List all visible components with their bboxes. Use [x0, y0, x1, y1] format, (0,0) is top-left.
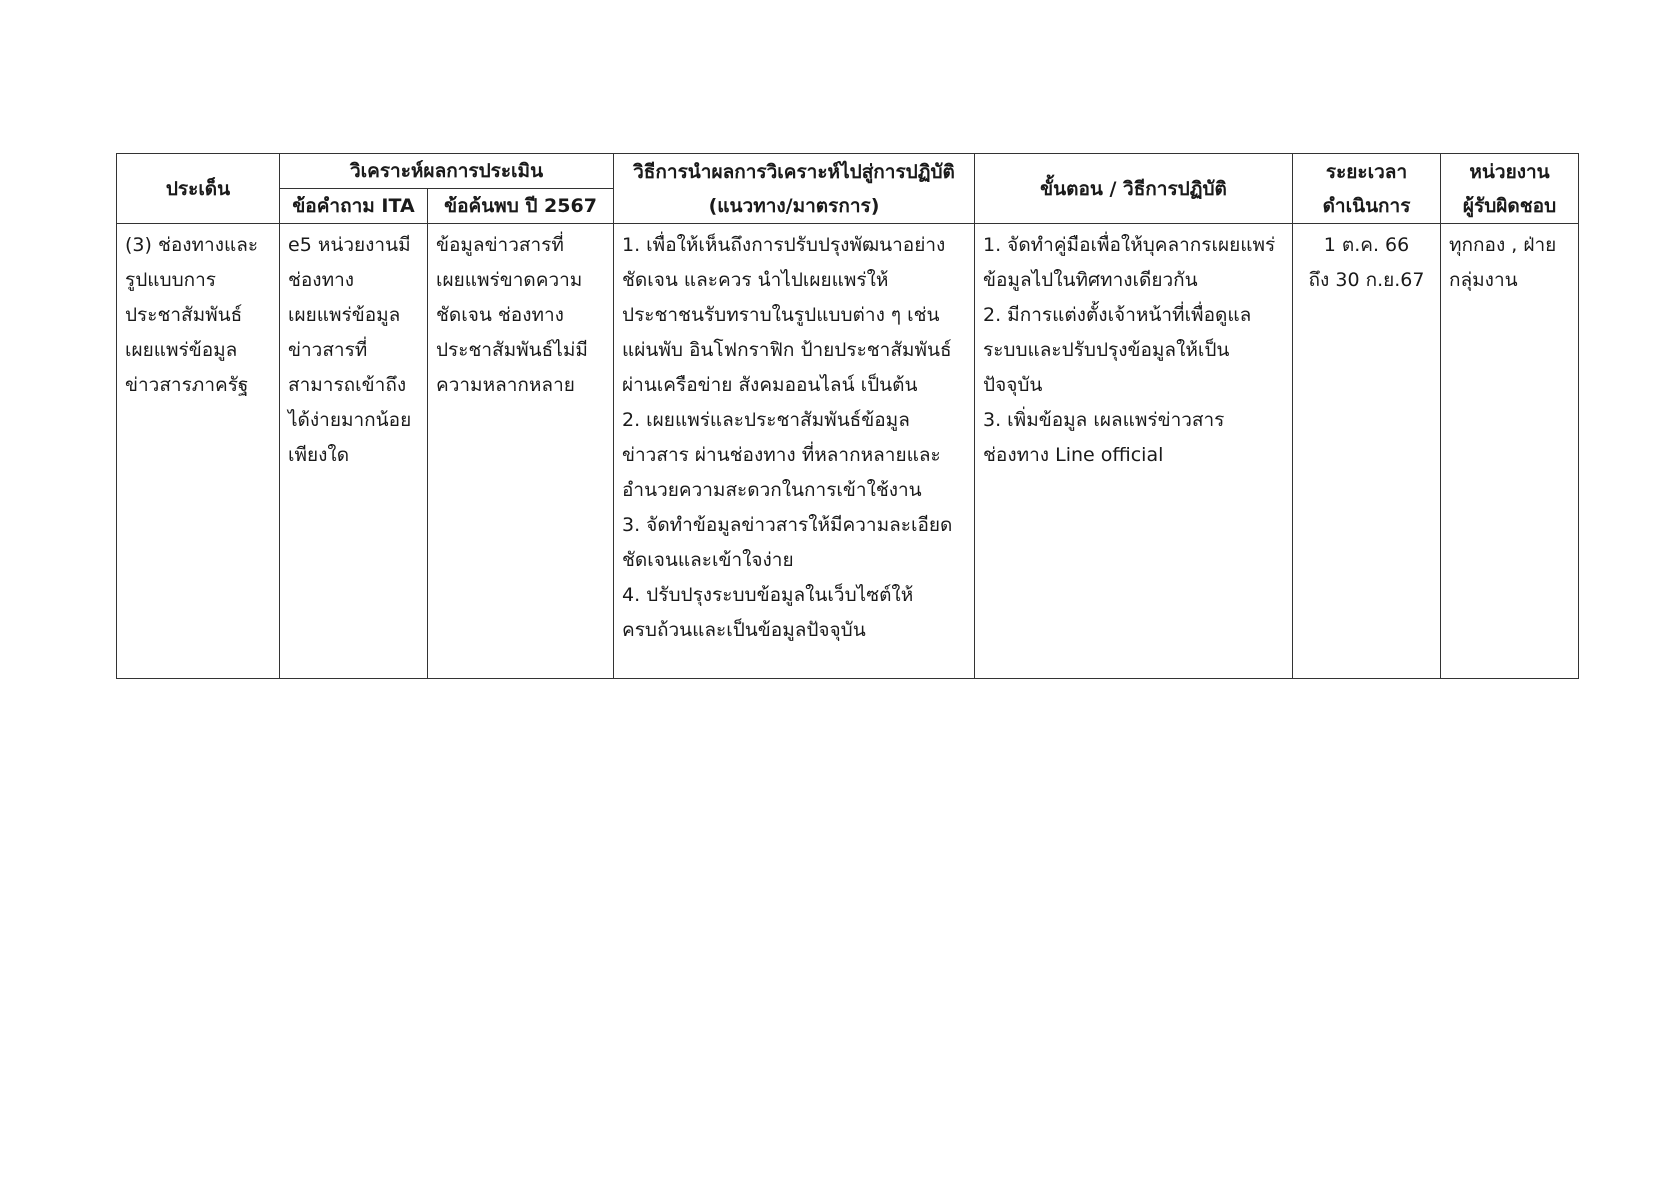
- text-line: ข้อมูลข่าวสารที่: [436, 234, 564, 256]
- text-line: ประชาสัมพันธ์: [125, 304, 243, 326]
- text-line: 1. เพื่อให้เห็นถึงการปรับปรุงพัฒนาอย่าง: [622, 234, 946, 256]
- text-line: ประชาชนรับทราบในรูปแบบต่าง ๆ เช่น: [622, 304, 940, 326]
- text-line: ชัดเจน ช่องทาง: [436, 304, 564, 326]
- text-line: ประชาสัมพันธ์ไม่มี: [436, 339, 588, 361]
- header-unit-line1: หน่วยงาน: [1469, 160, 1550, 183]
- header-issue: ประเด็น: [117, 154, 280, 224]
- text-line: 4. ปรับปรุงระบบข้อมูลในเว็บไซต์ให้: [622, 584, 914, 606]
- text-line: รูปแบบการ: [125, 269, 217, 291]
- text-line: ถึง 30 ก.ย.67: [1308, 269, 1425, 291]
- cell-issue: [117, 224, 280, 679]
- text-line: แผ่นพับ อินโฟกราฟิก ป้ายประชาสัมพันธ์: [622, 339, 952, 361]
- text-line: e5 หน่วยงานมี: [288, 234, 411, 256]
- text-line: ชัดเจน และควร นำไปเผยแพร่ให้: [622, 269, 889, 291]
- text-line: กลุ่มงาน: [1449, 269, 1518, 291]
- text-line: อำนวยความสะดวกในการเข้าใช้งาน: [622, 479, 922, 501]
- header-steps: ขั้นตอน / วิธีการปฏิบัติ: [975, 154, 1293, 224]
- header-row-1: [117, 154, 1579, 189]
- text-line: ช่องทาง Line official: [983, 444, 1164, 466]
- text-line: เพียงใด: [288, 444, 350, 466]
- header-unit: [1441, 154, 1579, 224]
- text-line: ทุกกอง , ฝ่าย: [1449, 234, 1557, 256]
- header-method-line1: วิธีการนำผลการวิเคราะห์ไปสู่การปฏิบัติ: [633, 160, 955, 183]
- text-line: ช่องทาง: [288, 269, 355, 291]
- cell-ita-question: [280, 224, 428, 679]
- text-line: สามารถเข้าถึง: [288, 374, 407, 396]
- text-line: 3. จัดทำข้อมูลข่าวสารให้มีความละเอียด: [622, 514, 953, 536]
- header-period-line2: ดำเนินการ: [1322, 194, 1411, 217]
- header-period-line1: ระยะเวลา: [1325, 160, 1408, 183]
- text-line: ระบบและปรับปรุงข้อมูลให้เป็น: [983, 339, 1230, 361]
- text-line: ครบถ้วนและเป็นข้อมูลปัจจุบัน: [622, 619, 866, 641]
- text-line: ข่าวสารที่: [288, 339, 368, 361]
- header-method: [614, 154, 975, 224]
- text-line: ชัดเจนและเข้าใจง่าย: [622, 549, 794, 571]
- header-period: [1293, 154, 1441, 224]
- header-unit-line2: ผู้รับผิดชอบ: [1462, 194, 1557, 217]
- text-line: ได้ง่ายมากน้อย: [288, 409, 412, 431]
- header-ita-question: ข้อคำถาม ITA: [280, 189, 428, 224]
- cell-unit: [1441, 224, 1579, 679]
- cell-method: [614, 224, 975, 679]
- table-row: [117, 224, 1579, 679]
- text-line: 1 ต.ค. 66: [1323, 234, 1410, 256]
- cell-period: [1293, 224, 1441, 679]
- text-line: (3) ช่องทางและ: [125, 234, 259, 256]
- cell-steps: [975, 224, 1293, 679]
- cell-findings: [428, 224, 614, 679]
- text-line: เผยแพร่ขาดความ: [436, 269, 583, 291]
- header-method-line2: (แนวทาง/มาตรการ): [708, 194, 880, 217]
- text-line: ความหลากหลาย: [436, 374, 575, 396]
- text-line: ปัจจุบัน: [983, 374, 1043, 396]
- text-line: ข่าวสารภาครัฐ: [125, 374, 249, 396]
- text-line: 2. เผยแพร่และประชาสัมพันธ์ข้อมูล: [622, 409, 910, 431]
- text-line: เผยแพร่ข้อมูล: [288, 304, 401, 326]
- header-analysis-group: วิเคราะห์ผลการประเมิน: [280, 154, 614, 189]
- text-line: ข่าวสาร ผ่านช่องทาง ที่หลากหลายและ: [622, 444, 941, 466]
- text-line: 2. มีการแต่งตั้งเจ้าหน้าที่เพื่อดูแล: [983, 304, 1252, 326]
- header-findings: ข้อค้นพบ ปี 2567: [428, 189, 614, 224]
- text-line: เผยแพร่ข้อมูล: [125, 339, 238, 361]
- text-line: ข้อมูลไปในทิศทางเดียวกัน: [983, 269, 1198, 291]
- text-line: ผ่านเครือข่าย สังคมออนไลน์ เป็นต้น: [622, 374, 918, 396]
- action-plan-table: [116, 153, 1579, 679]
- text-line: 3. เพิ่มข้อมูล เผลแพร่ข่าวสาร: [983, 409, 1225, 431]
- text-line: 1. จัดทำคู่มือเพื่อให้บุคลากรเผยแพร่: [983, 234, 1276, 256]
